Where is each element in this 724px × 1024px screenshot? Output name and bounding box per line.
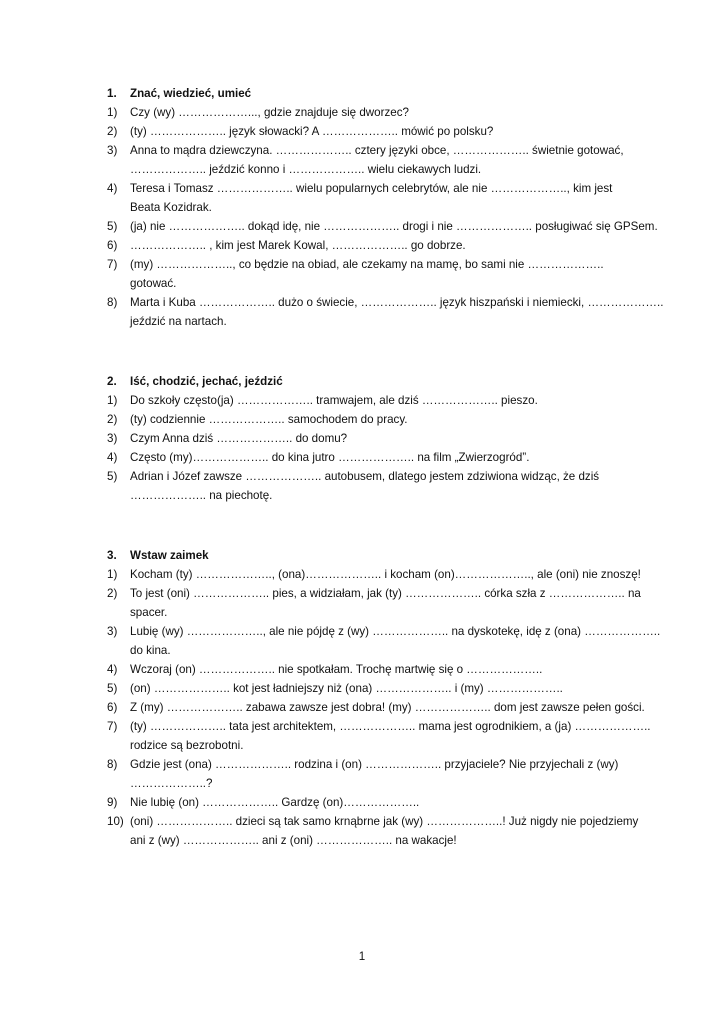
item-text-line: Gdzie jest (ona) ……………….. rodzina i (on) ……………….. przyjaciele? Nie przyjechali z (wy) [130, 758, 619, 771]
exercise-item [107, 448, 667, 467]
item-number: 3) [107, 625, 118, 638]
exercise-item [107, 812, 667, 850]
item-text-line: Z (my) ……………….. zabawa zawsze jest dobra! (my) ……………….. dom jest zawsze pełen gości. [130, 701, 645, 714]
item-text-line: Kocham (ty) ……………….., (ona)……………….. i kocham (on)……………….., ale (oni) nie znoszę! [130, 568, 641, 581]
item-text-line: (on) ……………….. kot jest ładniejszy niż (ona) ……………….. i (my) ……………….. [130, 682, 563, 695]
section-number: 1. [107, 87, 117, 100]
item-text-line: do kina. [130, 644, 171, 657]
item-number: 1) [107, 106, 118, 119]
item-text-line: jeździć na nartach. [130, 315, 227, 328]
exercise-item [107, 103, 667, 122]
item-text-line: Czym Anna dziś ……………….. do domu? [130, 432, 348, 445]
exercise-item [107, 255, 667, 293]
exercise-item [107, 755, 667, 793]
section-number: 2. [107, 375, 117, 388]
exercise-item [107, 660, 667, 679]
exercise-section-1 [107, 84, 667, 331]
exercise-item [107, 179, 667, 217]
exercise-item [107, 717, 667, 755]
item-number: 1) [107, 394, 118, 407]
section-heading [107, 84, 667, 103]
item-number: 8) [107, 296, 118, 309]
item-number: 2) [107, 587, 118, 600]
item-number: 4) [107, 451, 118, 464]
item-number: 4) [107, 182, 118, 195]
exercise-item [107, 467, 667, 505]
item-text-line: (ty) ……………….. język słowacki? A ……………….. mówić po polsku? [130, 125, 494, 138]
item-text-line: ani z (wy) ……………….. ani z (oni) ……………….. na wakacje! [130, 834, 457, 847]
item-number: 6) [107, 239, 118, 252]
item-text-line: ……………….. na piechotę. [130, 489, 273, 502]
item-text-line: (ty) ……………….. tata jest architektem, ……………….. mama jest ogrodnikiem, a (ja) ……………….. [130, 720, 651, 733]
item-text-line: Często (my)……………….. do kina jutro ……………….. na film „Zwierzogród”. [130, 451, 530, 464]
exercise-item [107, 698, 667, 717]
item-number: 5) [107, 470, 118, 483]
exercise-section-3 [107, 546, 667, 850]
item-text-line: Marta i Kuba ……………….. dużo o świecie, ……………….. język hiszpański i niemiecki, ……………….. [130, 296, 664, 309]
exercise-item [107, 217, 667, 236]
exercise-item [107, 565, 667, 584]
item-text-line: gotować. [130, 277, 177, 290]
item-text-line: (my) ……………….., co będzie na obiad, ale czekamy na mamę, bo sami nie ……………….. [130, 258, 604, 271]
section-title: Znać, wiedzieć, umieć [130, 87, 252, 100]
section-heading [107, 372, 667, 391]
item-text-line: spacer. [130, 606, 168, 619]
exercise-item [107, 679, 667, 698]
item-number: 4) [107, 663, 118, 676]
item-number: 9) [107, 796, 118, 809]
item-text-line: Teresa i Tomasz ……………….. wielu popularnych celebrytów, ale nie ……………….., kim jest [130, 182, 613, 195]
item-number: 8) [107, 758, 118, 771]
item-number: 1) [107, 568, 118, 581]
item-text-line: (ty) codziennie ……………….. samochodem do pracy. [130, 413, 408, 426]
exercise-section-2 [107, 372, 667, 505]
exercise-item [107, 293, 667, 331]
exercise-item [107, 429, 667, 448]
item-number: 3) [107, 144, 118, 157]
item-number: 2) [107, 125, 118, 138]
item-text-line: (oni) ……………….. dzieci są tak samo krnąbrne jak (wy) ………………..! Już nigdy nie pojedziemy [130, 815, 639, 828]
exercise-item [107, 122, 667, 141]
item-number: 7) [107, 720, 118, 733]
item-text-line: Lubię (wy) ……………….., ale nie pójdę z (wy) ……………….. na dyskotekę, idę z (ona) ……………….. [130, 625, 661, 638]
item-number: 5) [107, 682, 118, 695]
section-title: Iść, chodzić, jechać, jeździć [130, 375, 283, 388]
item-text-line: Nie lubię (on) ……………….. Gardzę (on)……………….. [130, 796, 420, 809]
exercise-item [107, 391, 667, 410]
item-text-line: ……………….. , kim jest Marek Kowal, ……………….. go dobrze. [130, 239, 466, 252]
section-number: 3. [107, 549, 117, 562]
exercise-item [107, 410, 667, 429]
item-text-line: (ja) nie ……………….. dokąd idę, nie ……………….. drogi i nie ……………….. posługiwać się GPSem. [130, 220, 658, 233]
item-text-line: Wczoraj (on) ……………….. nie spotkałam. Trochę martwię się o ……………….. [130, 663, 543, 676]
page-number: 1 [358, 950, 366, 963]
item-text-line: Adrian i Józef zawsze ……………….. autobusem, dlatego jestem zdziwiona widząc, że dziś [130, 470, 600, 483]
item-text-line: Czy (wy) ………………..., gdzie znajduje się dworzec? [130, 106, 409, 119]
item-text-line: Beata Kozidrak. [130, 201, 212, 214]
item-number: 7) [107, 258, 118, 271]
exercise-item [107, 236, 667, 255]
exercise-item [107, 141, 667, 179]
item-number: 3) [107, 432, 118, 445]
section-heading [107, 546, 667, 565]
item-text-line: ……………….. jeździć konno i ……………….. wielu ciekawych ludzi. [130, 163, 482, 176]
item-number: 10) [107, 815, 124, 828]
item-text-line: Do szkoły często(ja) ……………….. tramwajem, ale dziś ……………….. pieszo. [130, 394, 538, 407]
exercise-item [107, 584, 667, 622]
item-text-line: To jest (oni) ……………….. pies, a widziałam, jak (ty) ……………….. córka szła z ……………….. na [130, 587, 641, 600]
exercise-item [107, 622, 667, 660]
item-text-line: rodzice są bezrobotni. [130, 739, 244, 752]
section-title: Wstaw zaimek [130, 549, 209, 562]
item-text-line: ………………..? [130, 777, 213, 790]
item-number: 2) [107, 413, 118, 426]
item-number: 6) [107, 701, 118, 714]
item-text-line: Anna to mądra dziewczyna. ……………….. cztery języki obce, ……………….. świetnie gotować, [130, 144, 624, 157]
exercise-item [107, 793, 667, 812]
item-number: 5) [107, 220, 118, 233]
